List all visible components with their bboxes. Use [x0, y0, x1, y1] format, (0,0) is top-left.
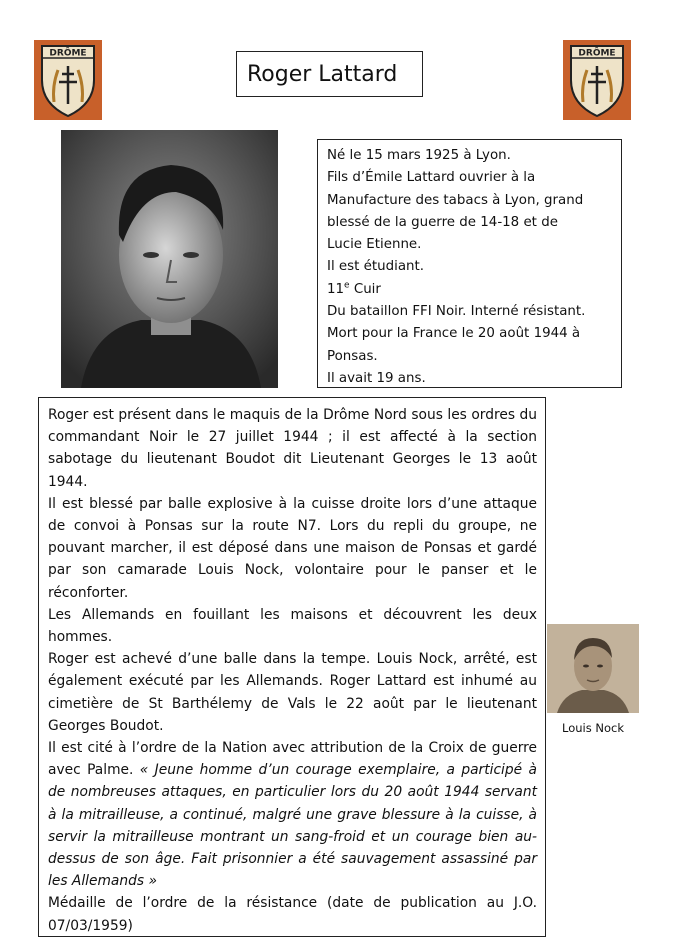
- biography-story: [38, 397, 546, 937]
- louis-nock-photo: [547, 624, 639, 713]
- drome-badge-right: [563, 40, 631, 120]
- info-line: Il est étudiant.: [327, 259, 425, 275]
- story-paragraph: Il est blessé par balle explosive à la cuisse droite lors d’une attaque de convoi à Ponsas sur la route N7. Lors du repli du groupe, ne pouvant marcher, il est déposé dans une maison de Ponsas et gardé par son camarade Louis Nock, volontaire pour le panser et le réconforter.: [48, 495, 537, 601]
- info-line: Mort pour la France le 20 août 1944 à: [327, 326, 581, 342]
- drome-shield-icon: [563, 40, 631, 120]
- story-citation-paragraph: [48, 737, 537, 892]
- info-line: Manufacture des tabacs à Lyon, grand: [327, 192, 584, 208]
- badge-label: DRÔME: [578, 48, 616, 59]
- info-line: blessé de la guerre de 14-18 et de: [327, 214, 558, 230]
- info-regiment-line: [327, 279, 613, 301]
- info-line: Né le 15 mars 1925 à Lyon.: [327, 148, 511, 163]
- regiment-name: Cuir: [349, 281, 381, 297]
- info-line: Ponsas.: [327, 348, 378, 364]
- page-title: Roger Lattard: [236, 51, 423, 97]
- story-paragraph: Les Allemands en fouillant les maisons et découvrent les deux hommes.: [48, 606, 537, 646]
- drome-shield-icon: [34, 40, 102, 120]
- citation-quote: « Jeune homme d’un courage exemplaire, a participé à de nombreuses attaques, en particulier lors du 20 août 1944 servant à la mitrailleuse, a continué, malgré une grave blessure à la cuisse, à servir la mitrailleuse montrant un sang-froid et un courage bien au-dessus de son âge. Fait prisonnier a été sauvagement assassiné par les Allemands »: [48, 762, 537, 890]
- citation-intro: Il est cité à l’ordre de la Nation avec attribution de la Croix de guerre avec Palme.: [48, 740, 537, 779]
- louis-nock-caption: Louis Nock: [562, 721, 624, 735]
- story-paragraph: Roger est présent dans le maquis de la Drôme Nord sous les ordres du commandant Noir le 27 juillet 1944 ; il est affecté à la section sabotage du lieutenant Boudot dit Lieutenant Georges le 13 août 1944.: [48, 407, 537, 490]
- drome-badge-left: [34, 40, 102, 120]
- story-paragraph: Médaille de l’ordre de la résistance (date de publication au J.O. 07/03/1959): [48, 895, 537, 934]
- info-line: Lucie Etienne.: [327, 237, 422, 253]
- roger-lattard-portrait: [61, 130, 278, 388]
- regiment-ordinal: e: [344, 280, 350, 291]
- story-paragraph: Roger est achevé d’une balle dans la tempe. Louis Nock, arrêté, est également exécuté par les Allemands. Roger Lattard est inhumé au cimetière de St Barthélemy de Vals le 22 août par le lieutenant Georges Boudot.: [48, 651, 537, 734]
- info-line: Du bataillon FFI Noir. Interné résistant.: [327, 304, 586, 320]
- info-line: Il avait 19 ans.: [327, 370, 426, 386]
- badge-label: DRÔME: [49, 48, 87, 59]
- regiment-number: 11: [327, 281, 345, 297]
- info-line: Fils d’Émile Lattard ouvrier à la: [327, 170, 536, 186]
- biography-summary: [317, 139, 622, 388]
